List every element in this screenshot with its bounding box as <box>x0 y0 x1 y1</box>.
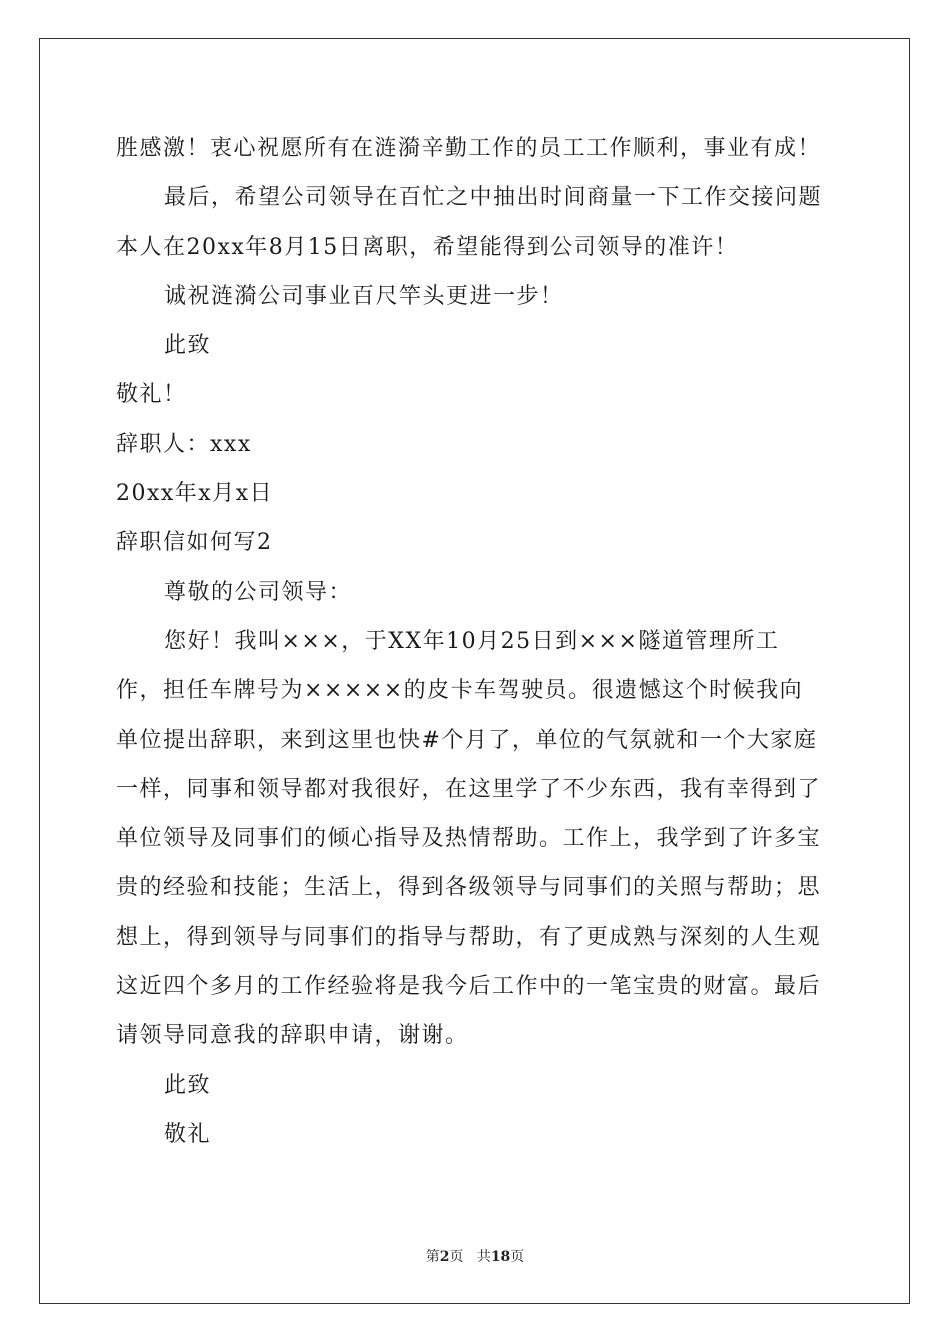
text-line-18: 这近四个多月的工作经验将是我今后工作中的一笔宝贵的财富。最后 <box>116 974 822 1000</box>
text-line-17: 想上，得到领导与同事们的指导与帮助，有了更成熟与深刻的人生观 <box>116 924 822 950</box>
text-line-15: 单位领导及同事们的倾心指导及热情帮助。工作上，我学到了许多宝 <box>116 826 822 852</box>
footer-page-suffix: 页 <box>449 1249 464 1265</box>
text-line-12: 作，担任车牌号为×××××的皮卡车驾驶员。很遗憾这个时候我向 <box>116 678 804 704</box>
section-heading: 辞职信如何写2 <box>116 530 273 556</box>
current-page-number: 2 <box>439 1249 450 1265</box>
text-line-3: 本人在20xx年8月15日离职，希望能得到公司领导的准许！ <box>116 234 739 260</box>
footer-prefix: 第 <box>425 1249 440 1265</box>
text-line-16: 贵的经验和技能；生活上，得到各级领导与同事们的关照与帮助；思 <box>116 875 822 901</box>
text-line-2: 最后，希望公司领导在百忙之中抽出时间商量一下工作交接问题 <box>164 185 823 211</box>
text-line-5: 此致 <box>164 333 212 359</box>
page-footer <box>0 1246 950 1266</box>
salutation: 尊敬的公司领导： <box>164 579 353 605</box>
text-line-1: 胜感激！衷心祝愿所有在涟漪辛勤工作的员工工作顺利，事业有成！ <box>116 136 822 161</box>
signer-line: 辞职人：xxx <box>116 431 252 457</box>
total-page-count: 18 <box>490 1249 511 1265</box>
footer-total-suffix: 页 <box>510 1249 525 1265</box>
text-line-4: 诚祝涟漪公司事业百尺竿头更进一步！ <box>164 283 564 309</box>
closing-line: 此致 <box>164 1072 212 1098</box>
text-line-13: 单位提出辞职，来到这里也快#个月了，单位的气氛就和一个大家庭 <box>116 727 818 753</box>
date-line: 20xx年x月x日 <box>116 481 274 507</box>
text-line-19: 请领导同意我的辞职申请，谢谢。 <box>116 1023 469 1049</box>
footer-total-prefix: 共 <box>476 1249 491 1265</box>
document-body <box>116 124 836 1159</box>
text-line-14: 一样，同事和领导都对我很好，在这里学了不少东西，我有幸得到了 <box>116 776 822 802</box>
text-line-6: 敬礼！ <box>116 382 187 408</box>
regards-line: 敬礼 <box>164 1121 212 1147</box>
text-line-11: 您好！我叫×××，于XX年10月25日到×××隧道管理所工 <box>164 628 780 654</box>
